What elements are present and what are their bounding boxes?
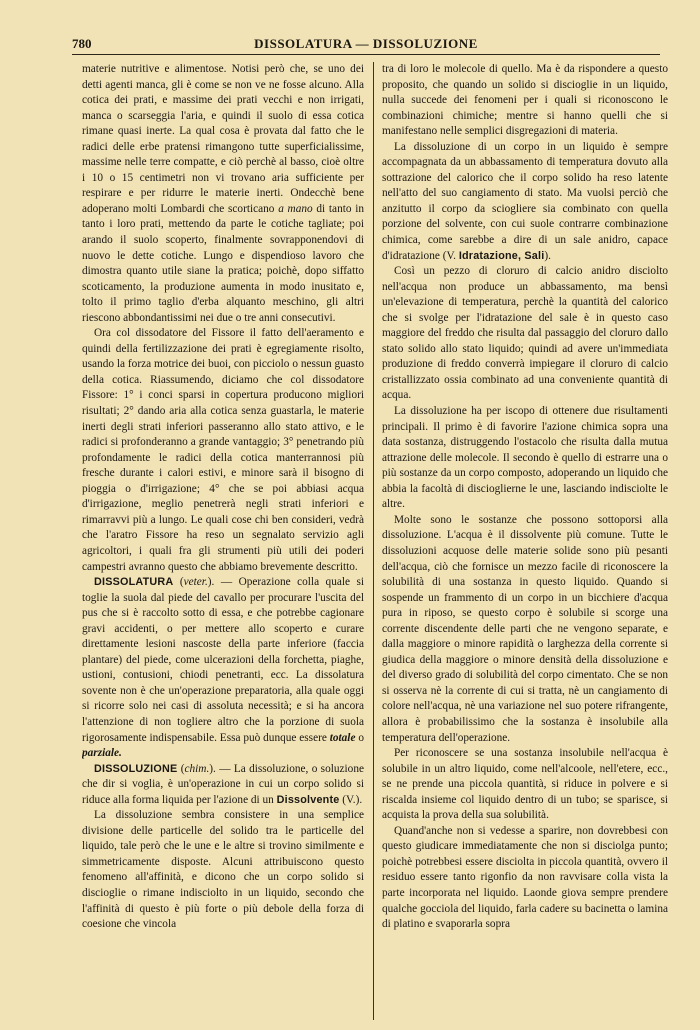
right-column (382, 62, 668, 1022)
running-title: DISSOLATURA — DISSOLUZIONE (254, 36, 478, 51)
paragraph: Molte sono le sostanze che possono sottoporsi alla dissoluzione. L'acqua è il dissolvente più comune. Tutte le dissoluzioni acquose delle materie solide sono più pesanti dell'acqua, ciò che fornisce un mezzo facile di riconoscere la solubilità di una sostanza in questo liquido. Quando si sospende un frammento di un corpo in un bicchiere d'acqua pura in riposo, se questo corpo è solubile si scorge una corrente discendente delle parti che ne vengono separate, e dalla maggiore o minore rapidità o larghezza della corrente si giudica della maggiore o minore densità della dissoluzione e del diverso grado di solubilità del corpo cimentato. Che se non si osserva nè la corrente di cui si tratta, nè un cangiamento di colore nell'acqua, nè una variazione nel suo potere rifrangente, allora è probabilissimo che la sostanza è insolubile alla temperatura dell'operazione. (382, 513, 668, 744)
column-divider (373, 62, 374, 1020)
paragraph: tra di loro le molecole di quello. Ma è da rispondere a questo proposito, che quando un solido si discioglie in un liquido, nulla succede dei fenomeni per i quali si riconoscono le combinazioni chimiche; mentre si hanno quelli che si manifestano nelle semplici disgregazioni di materia. (382, 63, 668, 138)
paragraph: La dissoluzione sembra consistere in una semplice divisione delle particelle del solido tra le particelle del liquido, tale però che le une e le altre si trovino similmente e simmetricamente disposte. Alcuni attribuiscono questo fenomeno all'affinità, e dicono che un corpo solido si discioglie o rimane indisciolto in un liquido, secondo che l'affinità di questo è più forte o più debole della forza di coesione che vincola (82, 809, 364, 931)
entry-term: DISSOLUZIONE (94, 762, 178, 775)
entry-term: DISSOLATURA (94, 576, 174, 589)
left-column (82, 62, 364, 1022)
paragraph: Ora col dissodatore del Fissore il fatto dell'aeramento e quindi della fertilizzazione dei prati è egregiamente risolto, usando la forza motrice dei buoi, con picciolo o nessun guasto della cotica. Riassumendo, diciamo che col dissodatore Fissore: 1° i conci sparsi in copertura producono migliori risultati; 2° dando aria alla cotica senza guastarla, le materie inerti degli strati inferiori passeranno allo stato attivo, e le radici si profonderanno a grande vantaggio; 3° penetrando più profondamente le radici della cotica manterrannosi più fresche durante i calori estivi, e minore sarà il bisogno di pioggia o d'irrigazione; 4° che se poi abbiasi acqua d'irrigazione, meglio penetrerà negli strati inferiori e rimarravvi più a lungo. Le quali cose chi ben consideri, vedrà che l'aratro Fissore ha reso un segnalato servizio agli agricoltori, i quali fra gli strumenti più utili dei poderi campestri avranno questo che abbiamo brevemente descritto. (82, 327, 364, 573)
paragraph: Così un pezzo di cloruro di calcio anidro disciolto nell'acqua non produce un abbassamento, ma bensì un'elevazione di temperatura, perchè la quantità del calorico che si svolge per l'idratazione del sale è in questo caso maggiore del freddo che risulta dal passaggio del cloruro dallo stato solido allo stato liquido; quindi ad avere un'immediata produzione di freddo converrà impiegare il cloruro di calcio cristallizzato ossia combinato ad una conveniente quantità di acqua. (382, 265, 668, 402)
cross-reference: Dissolvente (276, 793, 340, 806)
paragraph: materie nutritive e alimentose. Notisi però che, se uno dei detti agenti manca, gli è come se non ve ne fosse alcuno. Alla cotica dei prati, e massime dei prati vecchi e non irrigati, manca o scarseggia l'aria, e quindi il suolo di essa cotica rimane quasi inerte. La qual cosa è provata dal fatto che le radici delle erbe pratensi rimangono tutte superficialissime, massime nelle terre compatte, e ciò perchè al basso, cioè oltre i 10 o 15 centimetri non vi trovano aria sufficiente per respirare e per ridurre le materie inerti. Ondecchè bene adoperano molti Lombardi che scorticano a mano di tanto in tanto i loro prati, mettendo da parte le cotiche tagliate; poi arando il suolo scoperto, finalmente sovrapponendovi di nuovo le dette cotiche. Lungo e dispendioso lavoro che dimostra quanto utile siane la pratica; poichè, dopo siffatto scoticamento, la produzione aumenta in modo inusitato e, tolto il primo taglio d'erba alquanto meschino, gli altri riescono abbondantissimi nei due o tre anni consecutivi. (82, 63, 364, 324)
paragraph: Quand'anche non si vedesse a sparire, non dovrebbesi con questo giudicare immediatamente che non si disciolga punto; poichè potrebbesi essere disciolta in piccola quantità, ovvero il residuo essere tanto rigonfio da non ravvisare colla vista la parte incorporata nel liquido. Laonde giova sempre prendere qualche gocciola del liquido, farla cadere su bacinetta o lamina di platino e svaporarla sopra (382, 824, 668, 931)
page-number: 780 (72, 36, 92, 51)
cross-reference: Idratazione, Sali (458, 249, 545, 262)
paragraph: Per riconoscere se una sostanza insolubile nell'acqua è solubile in un altro liquido, come nell'alcoole, nell'etere, ecc., se ne prende una piccola quantità, si riduce in polvere e si riscalda insieme col liquido dentro di un tubo; se sparisce, si acquista la prova della sua solubilità. (382, 747, 668, 822)
entry-abbreviation: chim. (184, 762, 210, 775)
page-header (72, 34, 660, 55)
paragraph: La dissoluzione ha per iscopo di ottenere due risultamenti principali. Il primo è di favorire l'azione chimica sopra una data sostanza, distruggendo l'ostacolo che risulta dalla mutua attrazione delle molecole. Il secondo è quello di estrarre una o più sostanze da un corpo composto, adoperando un liquido che abbia la facoltà di discioglierne le une, lasciando indisciolte le altre. (382, 405, 668, 511)
entry-dissoluzione: DISSOLUZIONE (chim.). — La dissoluzione, o soluzione che dir si voglia, è un'operazione in cui un corpo solido si riduce alla forma liquida per l'azione di un Dissolvente (V.). (82, 762, 364, 806)
entry-abbreviation: veter. (183, 576, 208, 589)
entry-dissolatura: DISSOLATURA (veter.). — Operazione colla quale si toglie la suola dal piede del cavallo per procurare l'uscita del pus che si è raccolto sotto di essa, e che potrebbe cagionare gravi accidenti, o per mettere allo scoperto e curare direttamente lesioni nascoste della parte inferiore (faccia plantare) del piede, come ulcerazioni della forchetta, piaghe, ustioni, contusioni, chiodi penetranti, ecc. La dissolatura sovente non è che un'operazione preparatoria, alla quale oggi si ricorre solo nei casi di assoluta necessità; e si ha ancora l'attenzione di non togliere altro che la porzione di suola rigorosamente indispensabile. Essa può dunque essere totale o parziale. (82, 576, 364, 760)
paragraph: La dissoluzione di un corpo in un liquido è sempre accompagnata da un abbassamento di temperatura dovuto alla sottrazione del calorico che il corpo solido ha reso latente nell'atto del suo cangiamento di stato. Ma vuolsi perciò che anzitutto il corpo da sciogliere sia combinato con quella porzione del solvente, con cui suole contrarre combinazione chimica, come sarebbe a dire di un sale anidro, capace d'idratazione (V. Idratazione, Sali). (382, 140, 668, 262)
